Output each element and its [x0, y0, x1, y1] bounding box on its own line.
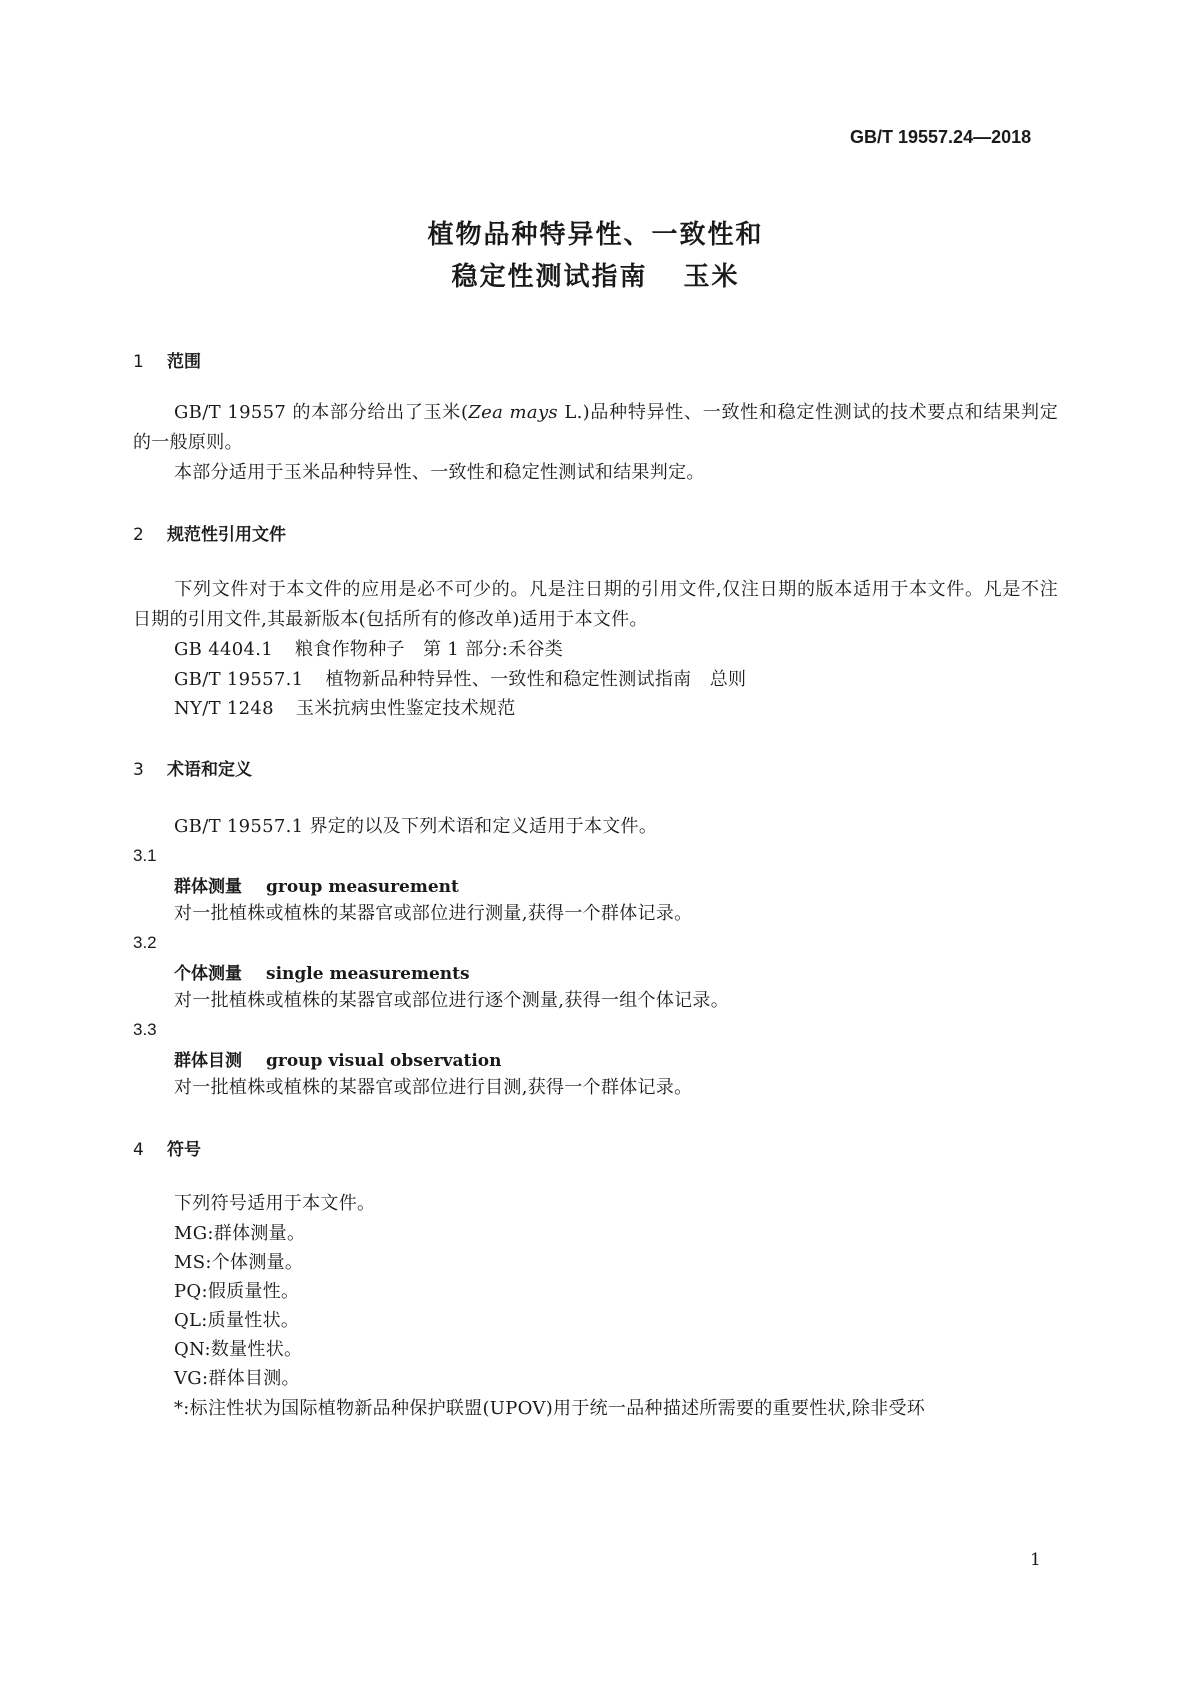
- section-title: 范围: [167, 352, 201, 372]
- symbol-item: MG:群体测量。: [174, 1223, 306, 1244]
- term-heading: 个体测量 single measurements: [174, 964, 470, 984]
- section-1-paragraph-1: GB/T 19557 的本部分给出了玉米(Zea mays L.)品种特异性、一致性和稳定性测试的技术要点和结果判定的一般原则。: [133, 402, 1058, 453]
- section-4-intro: 下列符号适用于本文件。: [174, 1193, 376, 1214]
- section-title: 规范性引用文件: [167, 525, 286, 545]
- reference-item: NY/T 1248 玉米抗病虫性鉴定技术规范: [174, 698, 516, 719]
- symbol-item: VG:群体目测。: [174, 1368, 300, 1389]
- term-definition: 对一批植株或植株的某器官或部位进行目测,获得一个群体记录。: [174, 1077, 693, 1098]
- symbol-item: QL:质量性状。: [174, 1310, 300, 1331]
- section-4-heading: [133, 1135, 201, 1160]
- term-heading: 群体测量 group measurement: [174, 877, 459, 897]
- standard-number: GB/T 19557.24—2018: [850, 127, 1032, 147]
- section-2-heading: [133, 520, 286, 545]
- symbol-item: MS:个体测量。: [174, 1252, 304, 1273]
- document-title-line-1: 植物品种特异性、一致性和: [427, 220, 764, 250]
- title-sub: 玉米: [683, 262, 740, 292]
- section-number: 2: [133, 525, 144, 545]
- section-number: 4: [133, 1140, 144, 1160]
- symbol-note: *:标注性状为国际植物新品种保护联盟(UPOV)用于统一品种描述所需要的重要性状,除非受环: [174, 1398, 926, 1419]
- section-3-heading: [133, 755, 252, 780]
- section-2-paragraph: 下列文件对于本文件的应用是必不可少的。凡是注日期的引用文件,仅注日期的版本适用于本文件。凡是不注日期的引用文件,其最新版本(包括所有的修改单)适用于本文件。: [133, 579, 1058, 630]
- section-number: 1: [133, 352, 144, 372]
- symbol-item: QN:数量性状。: [174, 1339, 303, 1360]
- document-title-line-2: [0, 256, 1191, 293]
- reference-item: GB 4404.1 粮食作物种子 第 1 部分:禾谷类: [174, 639, 564, 660]
- term-number: 3.2: [133, 933, 157, 952]
- section-1-paragraph-2: 本部分适用于玉米品种特异性、一致性和稳定性测试和结果判定。: [174, 462, 705, 483]
- section-number: 3: [133, 760, 144, 780]
- term-definition: 对一批植株或植株的某器官或部位进行逐个测量,获得一组个体记录。: [174, 990, 730, 1011]
- section-title: 符号: [167, 1140, 201, 1160]
- term-number: 3.1: [133, 846, 157, 865]
- term-number: 3.3: [133, 1020, 157, 1039]
- latin-name: Zea mays: [468, 402, 558, 423]
- section-1-heading: [133, 347, 201, 372]
- page-number: 1: [1030, 1550, 1041, 1570]
- term-heading: 群体目测 group visual observation: [174, 1051, 502, 1071]
- section-3-intro: GB/T 19557.1 界定的以及下列术语和定义适用于本文件。: [174, 816, 658, 837]
- term-definition: 对一批植株或植株的某器官或部位进行测量,获得一个群体记录。: [174, 903, 693, 924]
- title-main: 稳定性测试指南: [451, 262, 648, 292]
- symbol-item: PQ:假质量性。: [174, 1281, 300, 1302]
- reference-item: GB/T 19557.1 植物新品种特异性、一致性和稳定性测试指南 总则: [174, 669, 747, 690]
- section-title: 术语和定义: [167, 760, 252, 780]
